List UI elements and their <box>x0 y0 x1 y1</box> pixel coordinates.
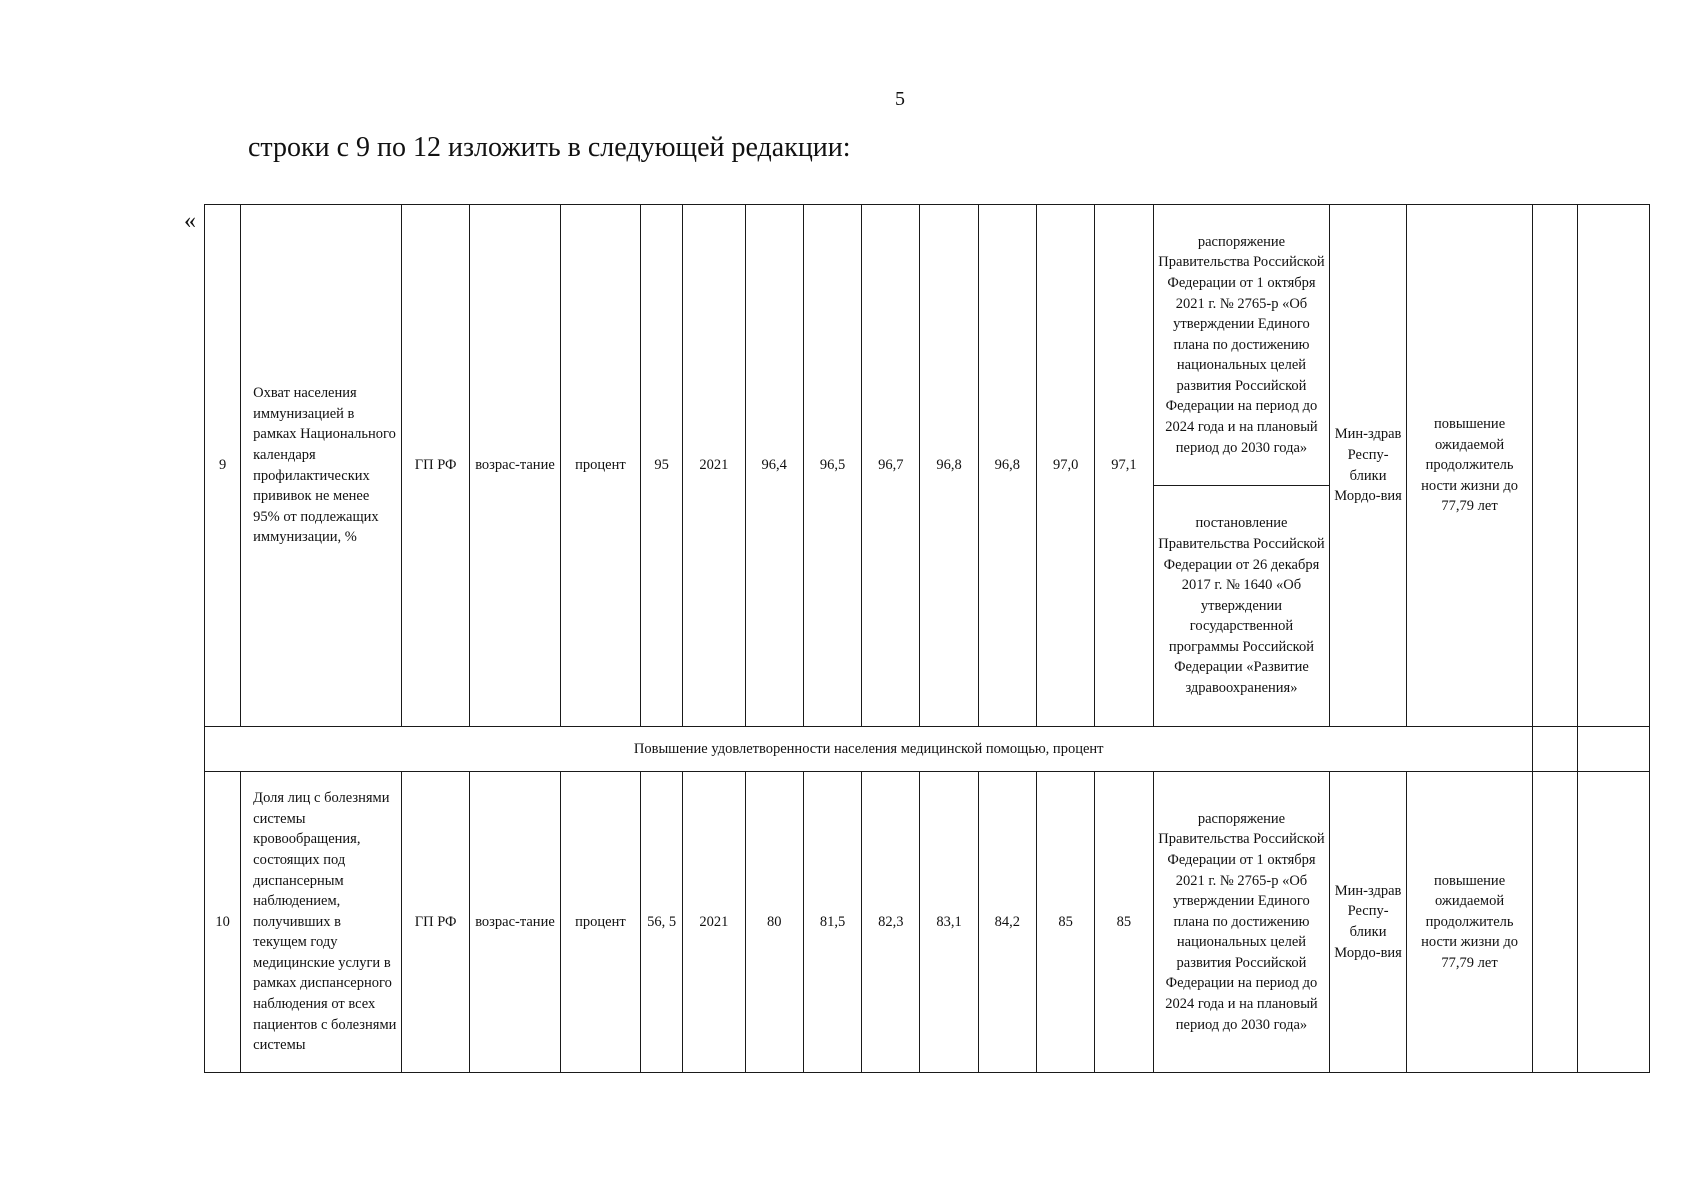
year-value-6: 97,0 <box>1036 205 1094 727</box>
year-value-5: 96,8 <box>978 205 1036 727</box>
section-title: Повышение удовлетворенности населения медицинской помощью, процент <box>205 727 1533 772</box>
year-value-3: 96,7 <box>862 205 920 727</box>
national-goal-link: повышение ожидаемой продолжитель ности жизни до 77,79 лет <box>1406 772 1533 1073</box>
document-reference-1: распоряжение Правительства Российской Федерации от 1 октября 2021 г. № 2765-р «Об утверждении Единого плана по достижению национальных целей развития Российской Федерации на период до 2024 года и на плановый период до 2030 года» <box>1153 205 1330 486</box>
empty-cell <box>1533 727 1577 772</box>
row-number: 10 <box>205 772 241 1073</box>
row-number: 9 <box>205 205 241 727</box>
empty-cell <box>1533 205 1577 727</box>
empty-cell <box>1577 205 1649 727</box>
table-row-10 <box>205 772 1650 1073</box>
responsible-body: Мин-здрав Респу-блики Мордо-вия <box>1330 205 1406 727</box>
year-value-2: 81,5 <box>803 772 861 1073</box>
page-number: 5 <box>895 88 905 110</box>
table-row-9 <box>205 205 1650 486</box>
base-year: 2021 <box>683 772 745 1073</box>
document-reference-1: распоряжение Правительства Российской Федерации от 1 октября 2021 г. № 2765-р «Об утверждении Единого плана по достижению национальных целей развития Российской Федерации на период до 2024 года и на плановый период до 2030 года» <box>1153 772 1330 1073</box>
empty-cell <box>1577 727 1649 772</box>
intro-text: строки с 9 по 12 изложить в следующей редакции: <box>248 132 851 163</box>
section-row <box>205 727 1650 772</box>
year-value-4: 83,1 <box>920 772 978 1073</box>
year-value-6: 85 <box>1036 772 1094 1073</box>
indicator-unit: процент <box>560 772 640 1073</box>
indicator-level: ГП РФ <box>401 205 469 727</box>
indicator-name: Доля лиц с болезнями системы кровообращения, состоящих под диспансерным наблюдением, получивших в текущем году медицинские услуги в рамках диспансерного наблюдения от всех пациентов с болезнями системы <box>241 772 402 1073</box>
indicator-table <box>204 204 1650 1073</box>
indicator-name: Охват населения иммунизацией в рамках Национального календаря профилактических прививок не менее 95% от подлежащих иммунизации, % <box>241 205 402 727</box>
year-value-7: 97,1 <box>1095 205 1153 727</box>
year-value-4: 96,8 <box>920 205 978 727</box>
national-goal-link: повышение ожидаемой продолжитель ности жизни до 77,79 лет <box>1406 205 1533 727</box>
year-value-3: 82,3 <box>862 772 920 1073</box>
indicator-trend: возрас-тание <box>470 772 560 1073</box>
year-value-5: 84,2 <box>978 772 1036 1073</box>
base-value: 95 <box>641 205 683 727</box>
empty-cell <box>1533 772 1577 1073</box>
indicator-trend: возрас-тание <box>470 205 560 727</box>
responsible-body: Мин-здрав Респу-блики Мордо-вия <box>1330 772 1406 1073</box>
indicator-level: ГП РФ <box>401 772 469 1073</box>
empty-cell <box>1577 772 1649 1073</box>
opening-quote: « <box>184 208 196 234</box>
year-value-1: 96,4 <box>745 205 803 727</box>
year-value-2: 96,5 <box>803 205 861 727</box>
base-year: 2021 <box>683 205 745 727</box>
year-value-7: 85 <box>1095 772 1153 1073</box>
base-value: 56, 5 <box>641 772 683 1073</box>
year-value-1: 80 <box>745 772 803 1073</box>
indicator-unit: процент <box>560 205 640 727</box>
document-reference-2: постановление Правительства Российской Федерации от 26 декабря 2017 г. № 1640 «Об утверждении государственной программы Российской Федерации «Развитие здравоохранения» <box>1153 486 1330 727</box>
